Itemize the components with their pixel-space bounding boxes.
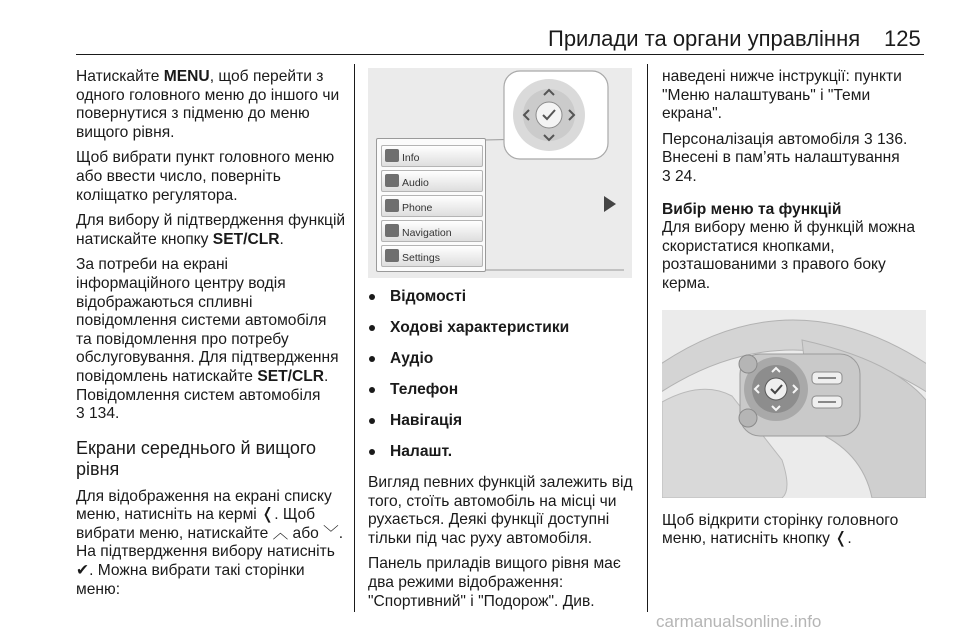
chevron-left-icon: ❬ <box>261 506 275 524</box>
checkmark-icon: ✔ <box>76 562 90 580</box>
chevron-left-icon: ❬ <box>834 530 848 548</box>
set-clr-key-label-2: SET/CLR <box>257 367 325 385</box>
ok-button-icon <box>536 102 562 128</box>
column-divider-2 <box>647 64 648 612</box>
menu-key-label: MENU <box>163 68 210 85</box>
column-3 <box>662 68 930 556</box>
menu-item-phone[interactable]: Phone <box>381 195 483 217</box>
page-number: 125 <box>884 26 921 51</box>
navigation-icon <box>385 224 399 237</box>
paragraph-instructions: наведені нижче інструкції: пункти "Меню налаштувань" і "Теми екрана". <box>662 68 902 123</box>
paragraph-main-menu-page: Щоб відкрити сторінку головного меню, натисніть кнопку ❬. <box>662 511 899 548</box>
list-item: Аудіо <box>368 350 636 368</box>
paragraph-popup-messages: За потреби на екрані інформаційного центру водія відображаються спливні повідомлення системи автомобіля та повідомлення про потребу обслуговування. Для підтвердження повідомлень натискайте SET/CLR. <box>76 256 339 385</box>
info-icon <box>385 149 399 162</box>
paragraph-menu-key: Натискайте MENU, щоб перейти з одного головного меню до іншого чи повернутися з підменю до меню вищого рівня. <box>76 68 340 141</box>
paragraph-thumbwheel: Щоб вибрати пункт головного меню або ввести число, поверніть коліщатко регулятора. <box>76 149 335 204</box>
column-divider-1 <box>354 64 355 612</box>
header-divider <box>76 54 924 55</box>
menu-pages-list <box>368 288 636 461</box>
audio-icon <box>385 174 399 187</box>
section-title: Прилади та органи управління <box>548 26 861 51</box>
page-reference-stored-settings[interactable]: 3 24. <box>662 167 697 185</box>
back-button-icon <box>739 355 757 373</box>
paragraph-functions-availability: Вигляд певних функцій залежить від того, стоїть автомобіль на місці чи рухається. Деякі функції доступні тільки під час руху автомобіля. <box>368 474 633 547</box>
phone-button-icon <box>739 409 757 427</box>
list-item: Відомості <box>368 288 636 306</box>
paragraph-display-modes: Панель приладів вищого рівня має два режими відображення: "Спортивний" і "Подорож". Див. <box>368 555 621 610</box>
main-menu-list <box>376 138 486 272</box>
list-item: Навігація <box>368 412 636 430</box>
ok-button-icon <box>765 378 787 400</box>
steering-wheel-figure <box>662 310 926 498</box>
watermark: carmanualsonline.info <box>656 612 822 631</box>
paragraph-personalization: Персоналізація автомобіля <box>662 130 860 148</box>
menu-item-settings[interactable]: Settings <box>381 245 483 267</box>
chevron-down-icon: ﹀ <box>323 524 339 542</box>
display-figure <box>368 68 632 278</box>
section-heading-screens: Екрани середнього й вищого рівня <box>76 437 317 479</box>
paragraph-vehicle-messages: Повідомлення систем автомобіля <box>76 386 321 404</box>
column-1 <box>76 68 346 606</box>
menu-item-info[interactable]: Info <box>381 145 483 167</box>
list-item: Телефон <box>368 381 636 399</box>
settings-icon <box>385 249 399 262</box>
list-item: Налашт. <box>368 443 636 461</box>
phone-icon <box>385 199 399 212</box>
right-arrow-icon <box>604 196 616 212</box>
column-2 <box>368 68 636 618</box>
page-reference-personalization[interactable]: 3 136. <box>863 130 908 148</box>
paragraph-menu-pages: Для відображення на екрані списку меню, натисніть на кермі ❬. Щоб вибрати меню, натискайте ︿ або ﹀. На підтвердження вибору натисніть ✔. Можна вибрати такі сторінки меню: <box>76 487 344 598</box>
page-reference-vehicle-messages[interactable]: 3 134. <box>76 405 120 423</box>
set-clr-key-label: SET/CLR <box>212 230 280 248</box>
paragraph-stored-settings: Внесені в пам’ять налаштування <box>662 149 900 167</box>
paragraph-steering-buttons: Для вибору меню й функцій можна скористатися кнопками, розташованими з правого боку керма. <box>662 219 915 292</box>
list-item: Ходові характеристики <box>368 319 636 337</box>
menu-item-audio[interactable]: Audio <box>381 170 483 192</box>
paragraph-confirm: Для вибору й підтвердження функцій натискайте кнопку SET/CLR. <box>76 212 346 248</box>
menu-item-navigation[interactable]: Navigation <box>381 220 483 242</box>
section-heading-menu-select: Вибір меню та функцій <box>662 200 842 218</box>
chevron-up-icon: ︿ <box>272 524 289 542</box>
steering-wheel-illustration <box>662 310 926 498</box>
